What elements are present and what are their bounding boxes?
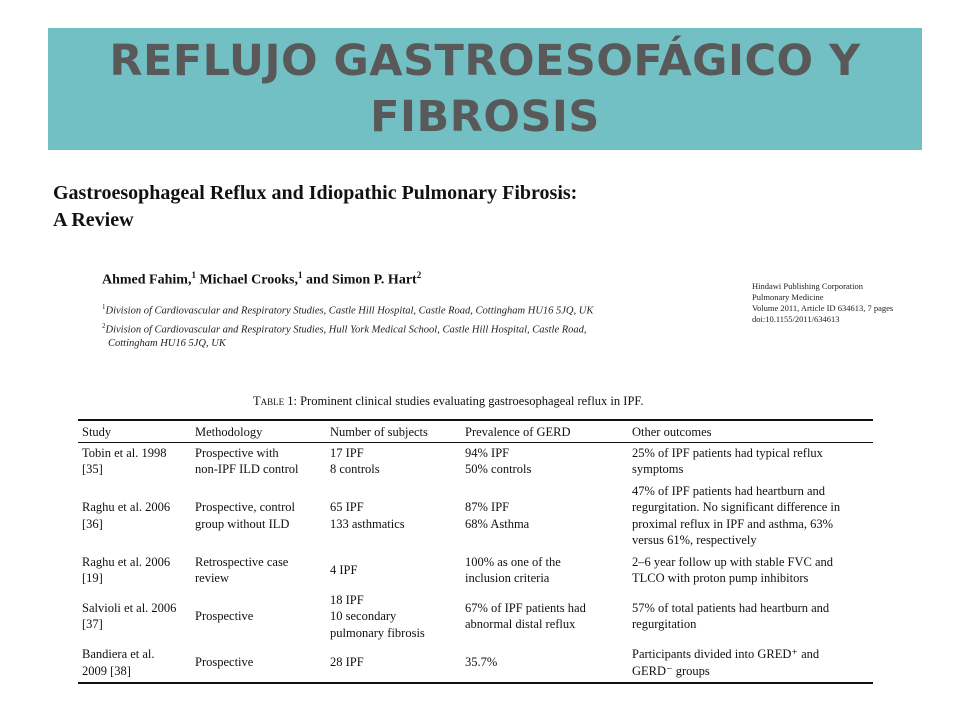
column-header-methodology: Methodology	[191, 420, 326, 442]
author-affiliation-marker: 1	[297, 270, 303, 280]
cell-text-line: non-IPF ILD control	[195, 462, 299, 476]
affiliation-marker: 2	[102, 321, 106, 330]
cell-text-line: 10 secondary	[330, 609, 397, 623]
cell-text-line: 18 IPF	[330, 592, 364, 607]
cell-subjects	[326, 481, 461, 552]
cell-text-line: [37]	[82, 617, 103, 632]
affiliation-marker: 1	[102, 303, 106, 311]
cell-text-line: 68% Asthma	[465, 516, 530, 531]
cell-text-line: 67% of IPF patients had	[465, 600, 586, 615]
table-row	[78, 481, 873, 552]
affiliation-text: Division of Cardiovascular and Respiratory Studies, Castle Hill Hospital, Castle Road, Cottingham HU16 5JQ, UK	[105, 305, 594, 317]
volume-info: Volume 2011, Article ID 634613, 7 pages	[752, 303, 894, 313]
cell-study	[78, 590, 191, 645]
cell-methodology	[191, 644, 326, 683]
affiliation-text: Division of Cardiovascular and Respiratory Studies, Hull York Medical School, Castle Hill Hospital, Castle Road,	[105, 324, 587, 335]
slide-title: REFLUJO GASTROESOFÁGICO Y FIBROSIS	[109, 36, 861, 142]
cell-text-line: Raghu et al. 2006	[82, 500, 171, 514]
cell-text-line: Participants divided into GRED⁺ and	[632, 647, 820, 661]
cell-text-line: Prospective	[195, 655, 254, 670]
cell-text-line: 87% IPF	[465, 500, 510, 514]
journal-name: Pulmonary Medicine	[752, 292, 824, 302]
column-header-prevalence: Prevalence of GERD	[461, 420, 628, 442]
cell-study	[78, 552, 191, 590]
cell-text-line: GERD⁻ groups	[632, 663, 710, 678]
cell-text-line: 2009 [38]	[82, 663, 131, 678]
cell-text-line: Raghu et al. 2006	[82, 554, 171, 569]
cell-text-line: review	[195, 571, 230, 585]
cell-text-line: pulmonary fibrosis	[330, 625, 425, 640]
author-list	[102, 270, 421, 289]
cell-study	[78, 644, 191, 683]
paper-title-line-2: A Review	[53, 209, 134, 231]
cell-methodology	[191, 552, 326, 590]
cell-outcomes	[628, 552, 873, 590]
cell-text-line: abnormal distal reflux	[465, 617, 576, 632]
cell-text-line: [19]	[82, 571, 103, 585]
author-affiliation-marker: 2	[416, 270, 422, 280]
affiliations	[102, 300, 662, 351]
author-name: Ahmed Fahim,	[102, 272, 192, 288]
cell-outcomes	[628, 442, 873, 481]
column-header-subjects: Number of subjects	[326, 420, 461, 442]
cell-subjects	[326, 442, 461, 481]
cell-text-line: 50% controls	[465, 462, 532, 476]
affiliation-line	[102, 319, 662, 338]
doi: doi:10.1155/2011/634613	[752, 314, 840, 324]
column-header-outcomes: Other outcomes	[628, 420, 873, 442]
column-header-study: Study	[78, 420, 191, 442]
paper-title-line-1: Gastroesophageal Reflux and Idiopathic Pulmonary Fibrosis:	[53, 182, 578, 204]
cell-prevalence	[461, 590, 628, 645]
cell-text-line: Prospective with	[195, 445, 279, 460]
table-caption-text: Prominent clinical studies evaluating gastroesophageal reflux in IPF.	[300, 394, 644, 408]
cell-outcomes	[628, 644, 873, 683]
cell-text-line: Prospective, control	[195, 500, 295, 514]
cell-text-line: 57% of total patients had heartburn and	[632, 600, 830, 615]
studies-table	[78, 419, 873, 684]
cell-text-line: 47% of IPF patients had heartburn and	[632, 483, 826, 498]
table-body	[78, 442, 873, 683]
table-caption-label: Table 1:	[253, 394, 297, 408]
cell-text-line: Bandiera et al.	[82, 647, 155, 661]
affiliation-line	[102, 300, 662, 319]
cell-study	[78, 442, 191, 481]
cell-text-line: Retrospective case	[195, 554, 289, 569]
table-header-row	[78, 420, 873, 442]
cell-text-line: group without ILD	[195, 516, 290, 531]
cell-text-line: regurgitation	[632, 617, 697, 632]
table-row	[78, 644, 873, 683]
cell-outcomes	[628, 481, 873, 552]
cell-text-line: 133 asthmatics	[330, 516, 405, 531]
cell-text-line: TLCO with proton pump inhibitors	[632, 571, 809, 585]
affiliation-line	[102, 337, 662, 351]
cell-text-line: 28 IPF	[330, 655, 364, 670]
cell-text-line: 65 IPF	[330, 500, 364, 514]
cell-text-line: versus 61%, respectively	[632, 533, 757, 547]
cell-text-line: 100% as one of the	[465, 554, 561, 569]
cell-subjects	[326, 590, 461, 645]
affiliation-text: Cottingham HU16 5JQ, UK	[108, 338, 226, 349]
cell-methodology	[191, 481, 326, 552]
cell-prevalence	[461, 644, 628, 683]
cell-text-line: [36]	[82, 516, 103, 531]
cell-prevalence	[461, 481, 628, 552]
cell-text-line: 8 controls	[330, 462, 380, 476]
cell-text-line: 4 IPF	[330, 562, 358, 577]
table-caption	[253, 394, 643, 409]
author-name: Michael Crooks,	[199, 272, 298, 288]
cell-methodology	[191, 442, 326, 481]
title-banner	[48, 28, 922, 150]
publisher-info	[752, 281, 932, 325]
cell-text-line: Salvioli et al. 2006	[82, 600, 177, 615]
table-row	[78, 590, 873, 645]
cell-methodology	[191, 590, 326, 645]
cell-subjects	[326, 552, 461, 590]
cell-prevalence	[461, 442, 628, 481]
paper-title	[53, 180, 753, 234]
cell-text-line: Prospective	[195, 609, 254, 623]
cell-prevalence	[461, 552, 628, 590]
table-row	[78, 442, 873, 481]
cell-text-line: 17 IPF	[330, 445, 364, 460]
cell-text-line: 25% of IPF patients had typical reflux	[632, 445, 823, 460]
cell-text-line: proximal reflux in IPF and asthma, 63%	[632, 516, 834, 531]
cell-text-line: 94% IPF	[465, 445, 510, 460]
table-row	[78, 552, 873, 590]
cell-text-line: inclusion criteria	[465, 571, 550, 585]
author-affiliation-marker: 1	[191, 270, 196, 280]
cell-text-line: [35]	[82, 462, 103, 476]
cell-outcomes	[628, 590, 873, 645]
cell-text-line: symptoms	[632, 462, 684, 476]
cell-study	[78, 481, 191, 552]
cell-text-line: Tobin et al. 1998	[82, 445, 167, 460]
cell-text-line: 2–6 year follow up with stable FVC and	[632, 554, 834, 569]
publisher-name: Hindawi Publishing Corporation	[752, 281, 863, 291]
cell-subjects	[326, 644, 461, 683]
cell-text-line: 35.7%	[465, 655, 498, 670]
author-name: and Simon P. Hart	[305, 272, 417, 288]
cell-text-line: regurgitation. No significant difference in	[632, 500, 841, 514]
